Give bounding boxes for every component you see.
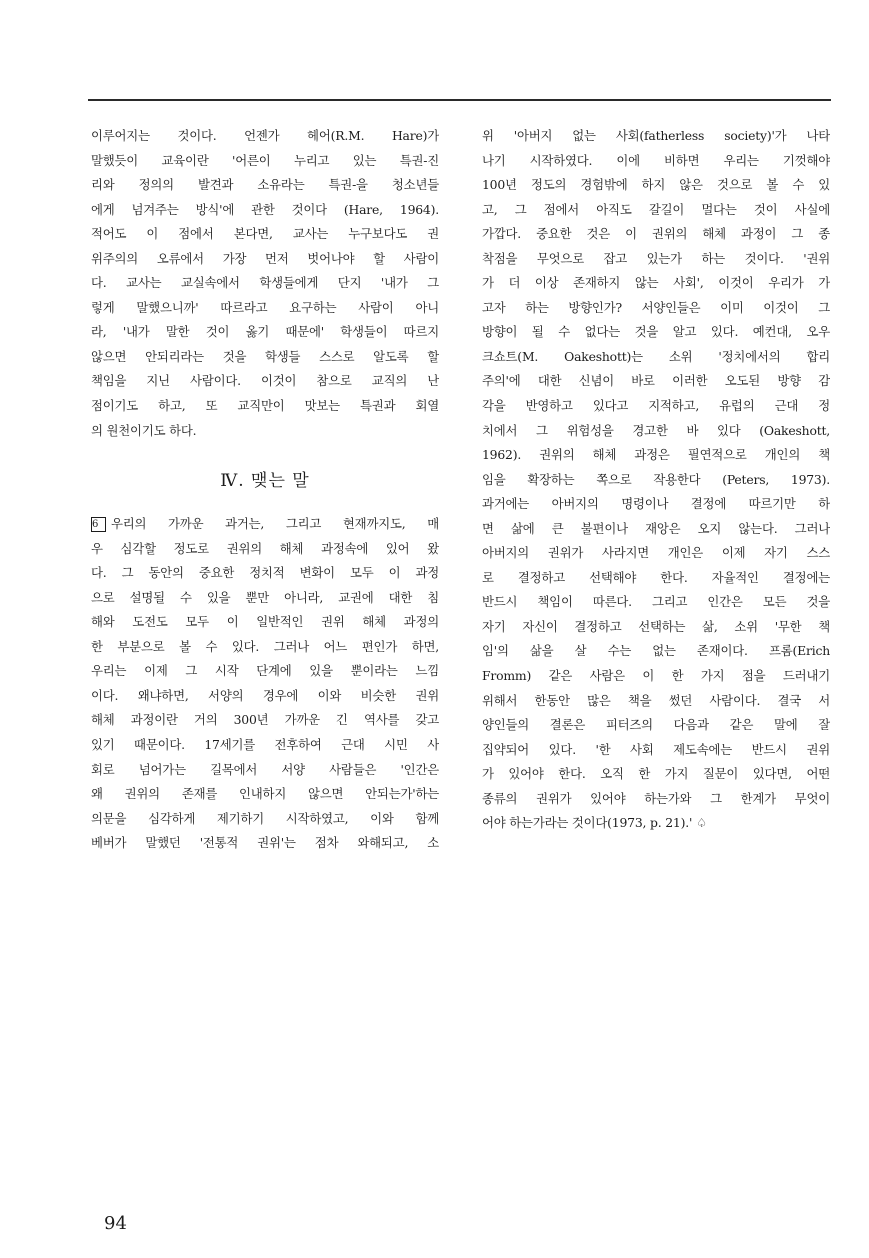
section-heading: Ⅳ. 맺는 말 xyxy=(220,471,310,492)
text-line: 가깝다. 중요한 것은 이 권위의 해체 과정이 그 종 xyxy=(482,226,830,242)
text-line: 않으면 안되리라는 것을 학생들 스스로 알도록 할 xyxy=(91,348,439,364)
text-line: 고자 하는 방향인가? 서양인들은 이미 이것이 그 xyxy=(482,299,830,315)
text-line: 고, 그 점에서 아직도 갈길이 멀다는 것이 사실에 xyxy=(482,201,830,217)
text-line: 우 심각할 정도로 권위의 해체 과정속에 있어 왔 xyxy=(91,540,439,556)
text-line: 임'의 삶을 살 수는 없는 존재이다. 프롬(Erich xyxy=(482,643,830,659)
text-line: 1962). 권위의 해체 과정은 필연적으로 개인의 책 xyxy=(482,447,830,463)
text-line: 임을 확장하는 쪽으로 작용한다 (Peters, 1973). xyxy=(482,471,830,487)
text-line: 책임을 지닌 사람이다. 이것이 참으로 교직의 난 xyxy=(91,373,439,389)
text-line: 방향이 될 수 없다는 것을 알고 있다. 예컨대, 오우 xyxy=(482,324,830,340)
text-line: 가 더 이상 존재하지 않는 사회', 이것이 우리가 가 xyxy=(482,275,830,291)
header-rule xyxy=(88,99,831,101)
text-line: 이다. 왜냐하면, 서양의 경우에 이와 비슷한 권위 xyxy=(91,687,439,703)
text-line: 우리의 가까운 과거는, 그리고 현재까지도, 매 xyxy=(111,516,439,532)
right-column xyxy=(482,124,830,836)
text-line: 적어도 이 점에서 본다면, 교사는 누구보다도 권 xyxy=(91,226,439,242)
text-line: 점이기도 하고, 또 교직만이 맛보는 특권과 회열 xyxy=(91,398,439,414)
text-line: 왜 권위의 존재를 인내하지 않으면 안되는가'하는 xyxy=(91,786,439,802)
text-line: 나기 시작하였다. 이에 비하면 우리는 기껏해야 xyxy=(482,152,830,168)
text-line: 위주의의 오류에서 가장 먼저 벗어나야 할 사람이 xyxy=(91,250,439,266)
text-line: 가 있어야 한다. 오직 한 가지 질문이 있다면, 어떤 xyxy=(482,766,830,782)
text-line: 자기 자신이 결정하고 선택하는 삶, 소위 '무한 책 xyxy=(482,618,830,634)
text-line: 있기 때문이다. 17세기를 전후하여 근대 시민 사 xyxy=(91,737,439,753)
text-line: 우리는 이제 그 시작 단계에 있을 뿐이라는 느낌 xyxy=(91,663,439,679)
paragraph-first-line xyxy=(91,512,439,537)
text-line: 집약되어 있다. '한 사회 제도속에는 반드시 권위 xyxy=(482,741,830,757)
text-line: 의문을 심각하게 제기하기 시작하였고, 이와 함께 xyxy=(91,810,439,826)
text-line: 치에서 그 위험성을 경고한 바 있다 (Oakeshott, xyxy=(482,422,830,438)
left-column xyxy=(91,124,439,856)
text-line: 라, '내가 말한 것이 옳기 때문에' 학생들이 따르지 xyxy=(91,324,439,340)
text-line-final xyxy=(482,811,830,836)
text-line: 착점을 무엇으로 잡고 있는가 하는 것이다. '권위 xyxy=(482,250,830,266)
text-line: 주의'에 대한 신념이 바로 이러한 오도된 방향 감 xyxy=(482,373,830,389)
text-line: 아버지의 권위가 사라지면 개인은 이제 자기 스스 xyxy=(482,545,830,561)
text-line: 위 '아버지 없는 사회(fatherless society)'가 나타 xyxy=(482,128,830,143)
text-line: 각을 반영하고 있다고 지적하고, 유럽의 근대 정 xyxy=(482,398,830,414)
paragraph-conclusion xyxy=(91,512,439,856)
text-line: 렇게 말했으니까' 따르라고 요구하는 사람이 아니 xyxy=(91,299,439,315)
text-line: 100년 정도의 경험밖에 하지 않은 것으로 볼 수 있 xyxy=(482,177,830,193)
text-line: 위해서 한동안 많은 책을 썼던 사람이다. 결국 서 xyxy=(482,692,830,708)
text-line: 회로 넘어가는 길목에서 서양 사람들은 '인간은 xyxy=(91,761,439,777)
text-line: Fromm) 같은 사람은 이 한 가지 점을 드러내기 xyxy=(482,668,830,684)
text-line: 다. 교사는 교실속에서 학생들에게 단지 '내가 그 xyxy=(91,275,439,291)
text-line: 종류의 권위가 있어야 하는가와 그 한계가 무엇이 xyxy=(482,790,830,806)
text-line: 면 삶에 큰 불편이나 재앙은 오지 않는다. 그러나 xyxy=(482,520,830,536)
text-line: 의 원천이기도 하다. xyxy=(91,422,197,438)
text-line: 베버가 말했던 '전통적 권위'는 점차 와해되고, 소 xyxy=(91,835,439,851)
text-line: 리와 정의의 발견과 소유라는 특권-을 청소년들 xyxy=(91,177,439,193)
text-line: 해체 과정이란 거의 300년 가까운 긴 역사를 갖고 xyxy=(91,712,439,728)
text-line: 로 결정하고 선택해야 한다. 자율적인 결정에는 xyxy=(482,569,830,585)
text-line: 양인들의 결론은 피터즈의 다음과 같은 말에 잘 xyxy=(482,717,830,733)
text-line: 한 부분으로 볼 수 있다. 그러나 어느 편인가 하면, xyxy=(91,638,439,654)
text-line: 으로 설명될 수 있을 뿐만 아니라, 교권에 대한 침 xyxy=(91,589,439,605)
text-line: 에게 넘겨주는 방식'에 관한 것이다 (Hare, 1964). xyxy=(91,201,439,217)
end-of-article-mark-icon: ♤ xyxy=(696,816,707,831)
text-line: 반드시 책임이 따른다. 그리고 인간은 모든 것을 xyxy=(482,594,830,610)
text-line: 크쇼트(M. Oakeshott)는 소위 '정치에서의 합리 xyxy=(482,348,830,364)
text-line: 다. 그 동안의 중요한 정치적 변화이 모두 이 과정 xyxy=(91,565,439,581)
text-line: 해와 도전도 모두 이 일반적인 권위 해체 과정의 xyxy=(91,614,439,630)
text-line: 과거에는 아버지의 명령이나 결정에 따르기만 하 xyxy=(482,496,830,512)
text-line: 어야 하는가라는 것이다(1973, p. 21).' xyxy=(482,815,693,831)
paragraph-number-box: 6 xyxy=(91,517,106,532)
page-number: 94 xyxy=(104,1213,127,1234)
paragraph-intro xyxy=(91,124,439,443)
text-line: 이루어지는 것이다. 언젠가 헤어(R.M. Hare)가 xyxy=(91,128,439,143)
text-line: 말했듯이 교육이란 '어른이 누리고 있는 특권-진 xyxy=(91,152,439,168)
